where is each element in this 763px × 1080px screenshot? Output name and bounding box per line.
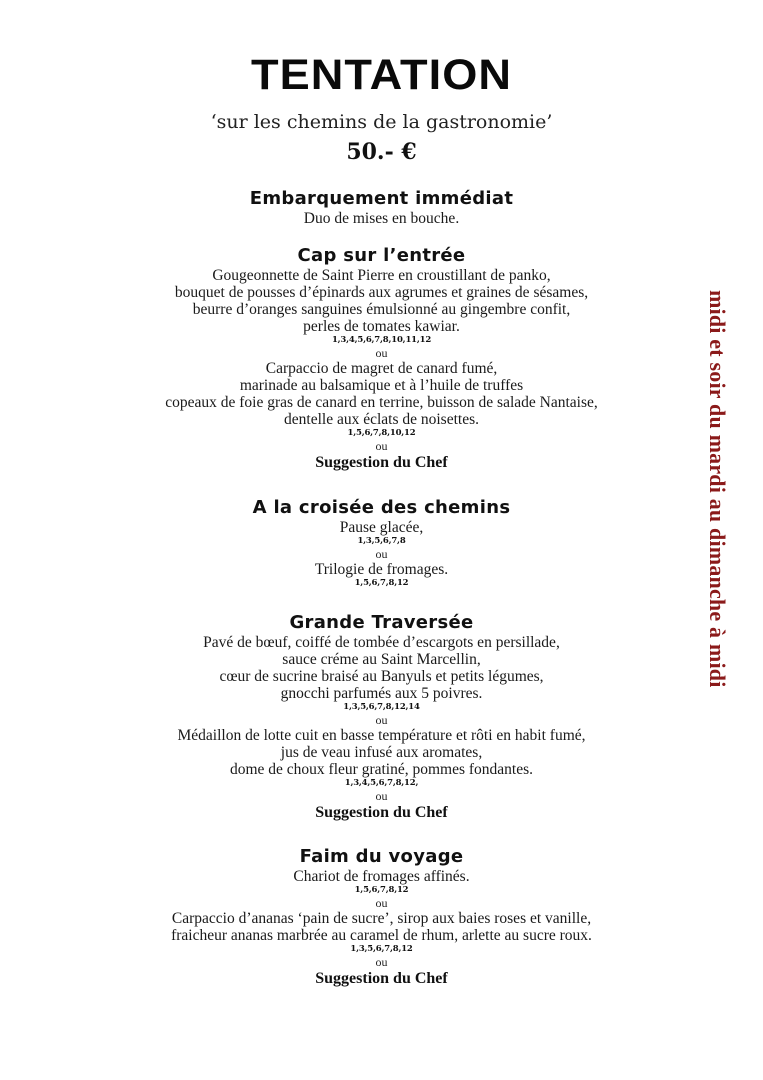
dish-line: Médaillon de lotte cuit en basse température et rôti en habit fumé,	[177, 727, 586, 744]
dish-line: marinade au balsamique et à l’huile de truffes	[239, 377, 524, 394]
allergen-codes: 1,3,5,6,7,8,12,14	[343, 702, 420, 712]
menu-subtitle: ‘sur les chemins de la gastronomie’	[210, 111, 553, 133]
dish-line: fraicheur ananas marbrée au caramel de rhum, arlette au sucre roux.	[171, 927, 592, 944]
section-grande-traversee	[0, 612, 763, 822]
or-separator: ou	[375, 713, 388, 727]
section-croisee	[0, 497, 763, 589]
chef-suggestion: Suggestion du Chef	[315, 454, 448, 471]
allergen-codes: 1,3,4,5,6,7,8,10,11,12	[331, 335, 432, 345]
menu-price: 50.- €	[346, 139, 417, 165]
dish-line: Carpaccio d’ananas ‘pain de sucre’, sirop aux baies roses et vanille,	[171, 910, 592, 927]
allergen-codes: 1,3,5,6,7,8,12	[350, 944, 413, 954]
dish-line: bouquet de pousses d’épinards aux agrumes et graines de sésames,	[174, 284, 589, 301]
section-entree	[0, 245, 763, 472]
dish-line: sauce créme au Saint Marcellin,	[282, 651, 481, 668]
or-separator: ou	[375, 896, 388, 910]
service-hours-text: midi et soir du mardi au dimanche à midi	[705, 290, 730, 688]
dish-line: cœur de sucrine braisé au Banyuls et petits légumes,	[219, 668, 544, 685]
dish-line: copeaux de foie gras de canard en terrine, buisson de salade Nantaise,	[165, 394, 598, 411]
allergen-codes: 1,3,4,5,6,7,8,12,	[344, 778, 419, 788]
section-title: Grande Traversée	[289, 612, 474, 633]
dish-line: Gougeonnette de Saint Pierre en croustillant de panko,	[212, 267, 551, 284]
section-faim-du-voyage	[0, 846, 763, 988]
dish-line: Chariot de fromages affinés.	[293, 868, 470, 885]
dish-line: Pavé de bœuf, coiffé de tombée d’escargots en persillade,	[203, 634, 560, 651]
dish-line: Trilogie de fromages.	[314, 561, 449, 578]
section-title: A la croisée des chemins	[252, 497, 511, 518]
chef-suggestion: Suggestion du Chef	[315, 970, 448, 987]
section-title: Faim du voyage	[299, 846, 464, 867]
or-separator: ou	[375, 346, 388, 360]
dish-line: Carpaccio de magret de canard fumé,	[265, 360, 498, 377]
or-separator: ou	[375, 789, 388, 803]
section-title: Cap sur l’entrée	[297, 245, 466, 266]
or-separator: ou	[375, 439, 388, 453]
allergen-codes: 1,3,5,6,7,8	[357, 536, 406, 546]
dish-line: gnocchi parfumés aux 5 poivres.	[280, 685, 483, 702]
dish-line: beurre d’oranges sanguines émulsionné au gingembre confit,	[192, 301, 571, 318]
dish-line: Duo de mises en bouche.	[303, 210, 460, 227]
menu-title: TENTATION	[250, 51, 513, 99]
section-embarquement	[0, 188, 763, 227]
dish-line: jus de veau infusé aux aromates,	[280, 744, 483, 761]
allergen-codes: 1,5,6,7,8,12	[354, 578, 409, 588]
chef-suggestion: Suggestion du Chef	[315, 804, 448, 821]
section-title: Embarquement immédiat	[249, 188, 514, 209]
dish-line: perles de tomates kawiar.	[303, 318, 460, 335]
allergen-codes: 1,5,6,7,8,10,12	[347, 428, 416, 438]
dish-line: Pause glacée,	[339, 519, 424, 536]
dish-line: dome de choux fleur gratiné, pommes fondantes.	[229, 761, 534, 778]
or-separator: ou	[375, 547, 388, 561]
or-separator: ou	[375, 955, 388, 969]
dish-line: dentelle aux éclats de noisettes.	[284, 411, 479, 428]
allergen-codes: 1,5,6,7,8,12	[354, 885, 409, 895]
